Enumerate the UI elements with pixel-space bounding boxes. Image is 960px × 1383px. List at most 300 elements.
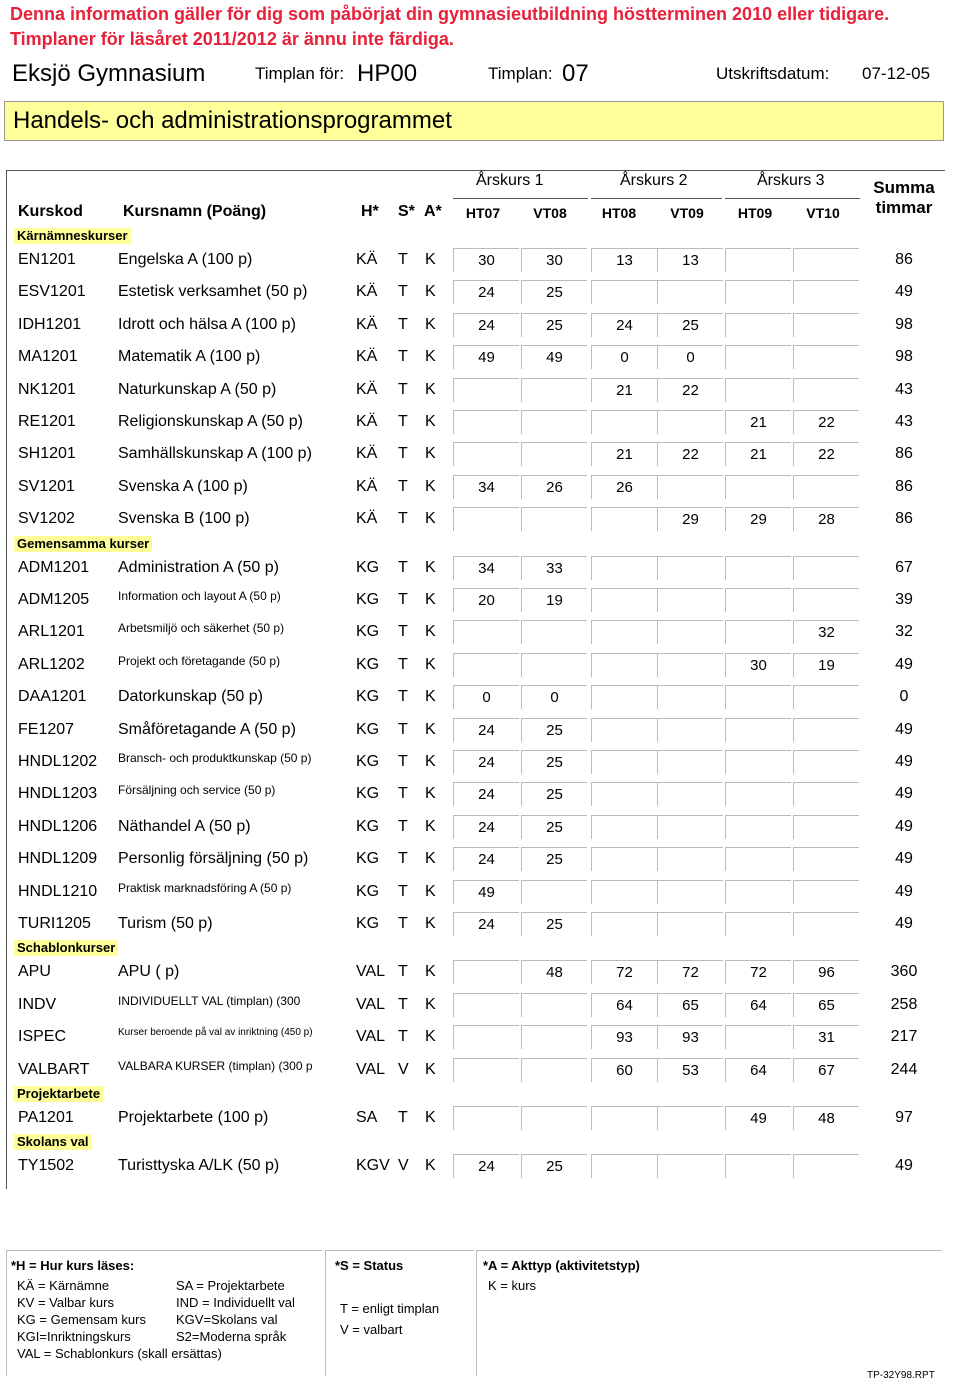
hours-sum: 49 xyxy=(895,785,913,803)
hours-cell xyxy=(793,313,859,337)
term-ht08: HT08 xyxy=(601,205,637,221)
notice-line-2: Timplaner för läsåret 2011/2012 är ännu inte färdiga. xyxy=(10,29,454,49)
hours-cell xyxy=(793,782,859,806)
course-a: K xyxy=(425,995,436,1013)
hours-cell xyxy=(591,556,657,580)
course-a: K xyxy=(425,251,436,268)
school-name: Eksjö Gymnasium xyxy=(12,60,206,87)
course-s: T xyxy=(398,915,408,932)
course-code: HNDL1206 xyxy=(18,817,98,835)
term-vt08: VT08 xyxy=(533,205,567,221)
course-h: KG xyxy=(356,720,380,738)
course-s: T xyxy=(398,1028,408,1046)
hours-cell: 19 xyxy=(521,588,587,612)
course-h: VAL xyxy=(356,963,386,981)
table-row xyxy=(0,406,960,438)
hours-cell xyxy=(591,847,657,871)
course-a: K xyxy=(425,882,436,900)
hours-cell: 64 xyxy=(725,1058,791,1082)
course-h: KÄ xyxy=(356,445,378,463)
hours-cell: 34 xyxy=(453,556,519,580)
print-date-value: 07-12-05 xyxy=(862,64,931,83)
course-h: KG xyxy=(356,915,380,932)
hours-cell xyxy=(657,1154,723,1178)
course-name: Religionskunskap A (50 p) xyxy=(118,413,303,430)
table-row xyxy=(0,503,960,535)
table-row xyxy=(0,908,960,940)
hours-sum: 49 xyxy=(895,1157,913,1175)
hours-cell xyxy=(591,685,657,709)
report-id: TP-32Y98.RPT xyxy=(867,1370,935,1381)
course-a: K xyxy=(425,623,436,641)
hours-cell xyxy=(725,815,791,839)
hours-cell xyxy=(725,1025,791,1049)
course-name: APU ( p) xyxy=(118,963,180,981)
legend-item: IND = Individuellt val xyxy=(176,1295,295,1310)
course-code: EN1201 xyxy=(18,251,76,268)
timplan-label: Timplan: xyxy=(488,64,553,83)
timplan-value: 07 xyxy=(562,60,589,87)
col-kursnamn: Kursnamn (Poäng) xyxy=(123,203,267,220)
table-row xyxy=(0,956,960,988)
hours-cell xyxy=(657,620,723,644)
course-code: NK1201 xyxy=(18,380,76,398)
hours-cell: 28 xyxy=(793,507,859,531)
table-row xyxy=(0,276,960,308)
hours-cell: 24 xyxy=(453,313,519,337)
hours-cell xyxy=(657,782,723,806)
course-h: KÄ xyxy=(356,251,378,268)
course-name: Turisttyska A/LK (50 p) xyxy=(118,1157,280,1175)
course-name: Kurser beroende på val av inriktning (450 p) xyxy=(118,1027,313,1039)
col-s: S* xyxy=(398,203,415,220)
hours-cell: 20 xyxy=(453,588,519,612)
section-header: Gemensamma kurser xyxy=(14,536,152,552)
hours-cell xyxy=(793,556,859,580)
hours-sum: 49 xyxy=(895,753,913,770)
hours-sum: 39 xyxy=(895,591,913,608)
course-code: TY1502 xyxy=(18,1157,75,1175)
hours-cell: 48 xyxy=(793,1106,859,1130)
hours-cell: 67 xyxy=(793,1058,859,1082)
hours-cell xyxy=(725,1154,791,1178)
hours-sum: 49 xyxy=(895,655,913,673)
course-name: Svenska A (100 p) xyxy=(118,477,248,495)
course-h: KG xyxy=(356,850,380,868)
hours-sum: 49 xyxy=(895,283,913,301)
hours-cell xyxy=(657,475,723,499)
table-row xyxy=(0,681,960,713)
hours-cell xyxy=(793,815,859,839)
legend-s-title: *S = Status xyxy=(335,1258,404,1273)
timplan-for-value: HP00 xyxy=(357,60,418,87)
course-code: SV1201 xyxy=(18,477,75,495)
term-vt09: VT09 xyxy=(670,205,704,221)
course-a: K xyxy=(425,753,436,770)
hours-cell xyxy=(591,653,657,677)
hours-cell xyxy=(657,912,723,936)
course-s: T xyxy=(398,477,408,495)
legend-item: T = enligt timplan xyxy=(340,1301,440,1316)
section-header: Schablonkurser xyxy=(14,940,118,956)
hours-cell: 21 xyxy=(591,442,657,466)
hours-cell xyxy=(521,442,587,466)
hours-cell xyxy=(521,1106,587,1130)
hours-cell xyxy=(591,880,657,904)
hours-cell xyxy=(453,410,519,434)
hours-cell xyxy=(657,556,723,580)
hours-sum: 360 xyxy=(890,963,918,981)
course-a: K xyxy=(425,348,436,366)
col-kurskod: Kurskod xyxy=(18,203,83,220)
table-row xyxy=(0,1054,960,1086)
hours-cell: 21 xyxy=(591,378,657,402)
legend-item: KÄ = Kärnämne xyxy=(17,1278,110,1293)
hours-cell xyxy=(725,556,791,580)
hours-cell: 25 xyxy=(521,815,587,839)
table-row xyxy=(0,438,960,470)
course-h: KG xyxy=(356,785,380,803)
course-name: INDIVIDUELLT VAL (timplan) (300 xyxy=(118,993,301,1008)
course-a: K xyxy=(425,1028,436,1046)
hours-cell: 93 xyxy=(657,1025,723,1049)
table-row xyxy=(0,1021,960,1053)
hours-cell: 13 xyxy=(657,248,723,272)
hours-sum: 49 xyxy=(895,850,913,868)
table-row xyxy=(0,843,960,875)
hours-cell xyxy=(521,1025,587,1049)
hours-cell xyxy=(725,313,791,337)
hours-cell xyxy=(591,1106,657,1130)
hours-cell xyxy=(725,912,791,936)
course-s: T xyxy=(398,655,408,673)
course-code: APU xyxy=(18,963,51,981)
course-code: ISPEC xyxy=(18,1028,67,1046)
course-a: K xyxy=(425,688,436,706)
legend-item: KGV=Skolans val xyxy=(176,1312,278,1327)
hours-cell: 24 xyxy=(453,280,519,304)
legend-h xyxy=(6,1250,322,1376)
course-s: T xyxy=(398,413,408,430)
course-a: K xyxy=(425,850,436,868)
course-s: T xyxy=(398,753,408,770)
section-header: Skolans val xyxy=(14,1134,92,1150)
course-code: PA1201 xyxy=(18,1109,74,1126)
hours-cell: 25 xyxy=(657,313,723,337)
course-a: K xyxy=(425,1060,436,1078)
table-row xyxy=(0,552,960,584)
hours-cell: 26 xyxy=(521,475,587,499)
course-name: Administration A (50 p) xyxy=(118,558,279,576)
hours-cell xyxy=(793,847,859,871)
course-a: K xyxy=(425,413,436,430)
hours-cell: 24 xyxy=(453,912,519,936)
hours-cell xyxy=(521,378,587,402)
hours-cell: 22 xyxy=(657,442,723,466)
hours-cell xyxy=(793,718,859,742)
course-name: Småföretagande A (50 p) xyxy=(118,720,296,738)
hours-sum: 244 xyxy=(890,1060,918,1078)
hours-cell: 65 xyxy=(657,993,723,1017)
table-row xyxy=(0,584,960,616)
hours-cell xyxy=(591,1154,657,1178)
course-a: K xyxy=(425,785,436,803)
course-s: T xyxy=(398,850,408,868)
legend-item: SA = Projektarbete xyxy=(176,1278,285,1293)
course-code: SH1201 xyxy=(18,445,76,463)
legend-h-right xyxy=(176,1277,295,1345)
course-s: T xyxy=(398,720,408,738)
hours-cell xyxy=(657,847,723,871)
hours-cell xyxy=(725,345,791,369)
course-code: HNDL1210 xyxy=(18,882,98,900)
course-h: KÄ xyxy=(356,380,378,398)
hours-sum: 32 xyxy=(895,623,913,641)
hours-cell: 49 xyxy=(453,345,519,369)
course-code: VALBART xyxy=(18,1060,90,1078)
hours-cell: 96 xyxy=(793,960,859,984)
hours-sum: 98 xyxy=(895,315,913,333)
course-a: K xyxy=(425,915,436,932)
hours-cell: 72 xyxy=(725,960,791,984)
year-3-rule xyxy=(725,198,860,199)
table-row xyxy=(0,341,960,373)
table-row xyxy=(0,714,960,746)
legend-s xyxy=(325,1250,474,1376)
hours-cell: 48 xyxy=(521,960,587,984)
course-name: Naturkunskap A (50 p) xyxy=(118,380,277,398)
hours-cell xyxy=(591,718,657,742)
hours-cell xyxy=(591,507,657,531)
hours-cell: 0 xyxy=(453,685,519,709)
course-h: VAL xyxy=(356,1028,386,1046)
course-name: Projektarbete (100 p) xyxy=(118,1109,269,1126)
hours-cell xyxy=(725,685,791,709)
hours-cell xyxy=(453,960,519,984)
hours-cell xyxy=(591,620,657,644)
hours-cell xyxy=(657,280,723,304)
hours-cell xyxy=(793,280,859,304)
course-h: KÄ xyxy=(356,510,378,528)
course-s: T xyxy=(398,510,408,528)
hours-cell: 25 xyxy=(521,912,587,936)
hours-cell xyxy=(793,248,859,272)
print-date-label: Utskriftsdatum: xyxy=(716,64,830,83)
hours-cell xyxy=(725,782,791,806)
hours-cell xyxy=(657,750,723,774)
term-ht07: HT07 xyxy=(465,205,501,221)
course-name: Arbetsmiljö och säkerhet (50 p) xyxy=(118,621,285,636)
hours-cell: 24 xyxy=(453,815,519,839)
hours-cell xyxy=(521,410,587,434)
table-row xyxy=(0,244,960,276)
course-a: K xyxy=(425,1109,436,1126)
hours-cell: 24 xyxy=(453,782,519,806)
hours-cell xyxy=(521,507,587,531)
course-code: FE1207 xyxy=(18,720,75,738)
course-a: K xyxy=(425,445,436,463)
year-2-label: Årskurs 2 xyxy=(620,172,688,189)
hours-cell: 72 xyxy=(591,960,657,984)
hours-cell: 22 xyxy=(657,378,723,402)
course-a: K xyxy=(425,591,436,608)
course-h: SA xyxy=(356,1109,378,1126)
course-h: KG xyxy=(356,655,380,673)
legend-item: VAL = Schablonkurs (skall ersättas) xyxy=(17,1346,222,1361)
hours-sum: 49 xyxy=(895,915,913,932)
course-name: Samhällskunskap A (100 p) xyxy=(118,445,312,463)
course-s: T xyxy=(398,380,408,398)
course-name: Turism (50 p) xyxy=(118,915,213,932)
hours-cell: 49 xyxy=(453,880,519,904)
course-a: K xyxy=(425,963,436,981)
hours-cell: 19 xyxy=(793,653,859,677)
course-s: T xyxy=(398,591,408,608)
hours-cell xyxy=(657,653,723,677)
course-code: INDV xyxy=(18,995,57,1013)
hours-cell xyxy=(453,653,519,677)
hours-cell: 60 xyxy=(591,1058,657,1082)
hours-cell: 64 xyxy=(725,993,791,1017)
course-code: ADM1201 xyxy=(18,558,90,576)
program-title: Handels- och administrationsprogrammet xyxy=(4,101,944,141)
hours-cell: 25 xyxy=(521,313,587,337)
hours-cell xyxy=(793,685,859,709)
course-a: K xyxy=(425,477,436,495)
hours-cell: 0 xyxy=(657,345,723,369)
hours-sum: 258 xyxy=(890,995,918,1013)
hours-sum: 49 xyxy=(895,817,913,835)
hours-cell: 25 xyxy=(521,847,587,871)
hours-cell xyxy=(453,1058,519,1082)
hours-cell xyxy=(453,620,519,644)
course-code: SV1202 xyxy=(18,510,75,528)
timplan-for-label: Timplan för: xyxy=(255,64,345,83)
summa-label: Summa xyxy=(873,178,935,197)
course-code: HNDL1209 xyxy=(18,850,98,868)
col-h: H* xyxy=(361,203,379,220)
hours-cell xyxy=(793,750,859,774)
hours-sum: 97 xyxy=(895,1109,913,1126)
hours-cell: 25 xyxy=(521,1154,587,1178)
course-s: T xyxy=(398,283,408,301)
hours-cell xyxy=(521,653,587,677)
course-code: HNDL1203 xyxy=(18,785,98,803)
col-summa xyxy=(864,170,944,230)
hours-cell: 22 xyxy=(793,442,859,466)
hours-cell xyxy=(657,1106,723,1130)
table-row xyxy=(0,649,960,681)
hours-cell: 25 xyxy=(521,280,587,304)
course-s: T xyxy=(398,785,408,803)
table-row xyxy=(0,778,960,810)
section-header: Projektarbete xyxy=(14,1086,103,1102)
course-h: KG xyxy=(356,753,380,770)
course-code: ARL1201 xyxy=(18,623,85,641)
course-s: T xyxy=(398,348,408,366)
hours-cell xyxy=(591,750,657,774)
hours-cell: 25 xyxy=(521,750,587,774)
hours-cell: 21 xyxy=(725,442,791,466)
col-a: A* xyxy=(424,203,442,220)
hours-cell xyxy=(453,378,519,402)
table-row xyxy=(0,989,960,1021)
course-code: HNDL1202 xyxy=(18,753,98,770)
hours-cell: 30 xyxy=(521,248,587,272)
course-h: VAL xyxy=(356,1060,386,1078)
hours-cell xyxy=(725,750,791,774)
course-a: K xyxy=(425,1157,436,1175)
course-name: Engelska A (100 p) xyxy=(118,251,253,268)
course-code: TURI1205 xyxy=(18,915,91,932)
course-code: ESV1201 xyxy=(18,283,86,301)
course-h: KG xyxy=(356,688,380,706)
course-code: MA1201 xyxy=(18,348,78,366)
hours-sum: 86 xyxy=(895,445,913,463)
hours-cell xyxy=(725,378,791,402)
hours-cell xyxy=(591,912,657,936)
hours-cell xyxy=(657,685,723,709)
year-3-label: Årskurs 3 xyxy=(757,172,825,189)
hours-cell xyxy=(521,620,587,644)
course-h: VAL xyxy=(356,995,386,1013)
hours-cell xyxy=(591,782,657,806)
hours-cell xyxy=(591,815,657,839)
course-h: KG xyxy=(356,882,380,900)
year-1-rule xyxy=(453,198,588,199)
table-row xyxy=(0,811,960,843)
hours-cell xyxy=(657,410,723,434)
course-s: V xyxy=(398,1060,409,1078)
course-s: T xyxy=(398,315,408,333)
course-a: K xyxy=(425,817,436,835)
course-code: DAA1201 xyxy=(18,688,87,706)
course-s: T xyxy=(398,963,408,981)
hours-cell: 22 xyxy=(793,410,859,434)
course-code: ARL1202 xyxy=(18,655,85,673)
hours-cell xyxy=(657,588,723,612)
hours-cell xyxy=(453,1025,519,1049)
course-h: KG xyxy=(356,817,380,835)
course-code: RE1201 xyxy=(18,413,76,430)
notice xyxy=(10,2,889,52)
course-h: KÄ xyxy=(356,348,378,366)
course-s: V xyxy=(398,1157,409,1175)
hours-cell xyxy=(725,475,791,499)
legend-item: K = kurs xyxy=(488,1278,537,1293)
hours-cell: 24 xyxy=(453,1154,519,1178)
legend-a xyxy=(476,1250,942,1376)
legend-item: KG = Gemensam kurs xyxy=(17,1312,146,1327)
hours-cell xyxy=(591,588,657,612)
table-row xyxy=(0,471,960,503)
course-s: T xyxy=(398,995,408,1013)
hours-cell: 49 xyxy=(725,1106,791,1130)
hours-cell xyxy=(725,588,791,612)
course-s: T xyxy=(398,1109,408,1126)
hours-cell xyxy=(521,993,587,1017)
hours-cell: 24 xyxy=(453,718,519,742)
course-name: Estetisk verksamhet (50 p) xyxy=(118,283,308,301)
course-a: K xyxy=(425,720,436,738)
hours-cell xyxy=(725,248,791,272)
course-name: Personlig försäljning (50 p) xyxy=(118,850,309,868)
table-row xyxy=(0,374,960,406)
table-row xyxy=(0,1150,960,1182)
legend-a-title: *A = Akttyp (aktivitetstyp) xyxy=(483,1258,640,1273)
course-s: T xyxy=(398,445,408,463)
course-code: ADM1205 xyxy=(18,591,90,608)
